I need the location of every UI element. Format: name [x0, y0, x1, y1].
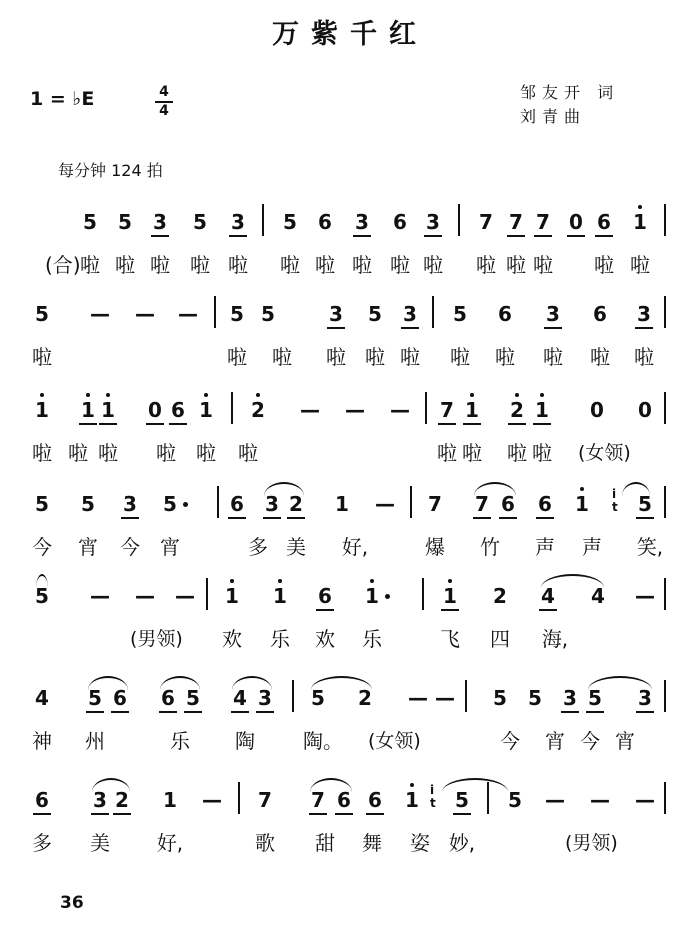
- key-signature: 1 = ♭E: [30, 88, 95, 110]
- note: 1: [535, 398, 549, 422]
- underline-beam: [539, 609, 557, 611]
- bar-line: [231, 392, 233, 424]
- lyric-syllable: 爆: [425, 535, 445, 559]
- underline-beam: [463, 423, 481, 425]
- sustain-dash: —: [375, 492, 395, 516]
- lyric-syllable: 啦: [423, 253, 443, 277]
- note: 6: [337, 788, 351, 812]
- lyric-syllable: 啦: [352, 253, 372, 277]
- underline-beam: [534, 235, 552, 237]
- sustain-dash: —: [202, 788, 222, 812]
- underline-beam: [113, 813, 131, 815]
- lyric-syllable: 四: [490, 627, 510, 651]
- note: 1: [35, 398, 49, 422]
- bar-line: [292, 680, 294, 712]
- part-marking: (女领): [578, 442, 631, 464]
- note: 6: [318, 210, 332, 234]
- note: 5: [118, 210, 132, 234]
- lyric-syllable: 今: [32, 535, 52, 559]
- note: 6: [393, 210, 407, 234]
- lyric-syllable: 啦: [543, 345, 563, 369]
- lyric-syllable: 啦: [68, 441, 88, 465]
- lyric-syllable: 啦: [227, 345, 247, 369]
- note: 3: [403, 302, 417, 326]
- song-title: 万紫千红: [272, 19, 428, 50]
- lyric-syllable: 啦: [450, 345, 470, 369]
- underline-beam: [441, 609, 459, 611]
- underline-beam: [561, 711, 579, 713]
- sustain-dash: —: [175, 584, 195, 608]
- bar-line: [238, 782, 240, 814]
- underline-beam: [86, 711, 104, 713]
- lyric-syllable: 啦: [390, 253, 410, 277]
- underline-beam: [366, 813, 384, 815]
- lyric-syllable: 海,: [541, 627, 569, 651]
- underline-beam: [508, 423, 526, 425]
- lyric-syllable: 今: [120, 535, 140, 559]
- note: 2: [510, 398, 524, 422]
- underline-beam: [263, 517, 281, 519]
- octave-dot: [515, 393, 519, 397]
- underline-beam: [567, 235, 585, 237]
- note: 1: [163, 788, 177, 812]
- note: 5: [261, 302, 275, 326]
- bar-line: [206, 578, 208, 610]
- lyric-syllable: 啦: [462, 441, 482, 465]
- underline-beam: [586, 711, 604, 713]
- note: 5: [230, 302, 244, 326]
- lyric-syllable: 多: [248, 535, 268, 559]
- lyric-syllable: 宵: [160, 535, 180, 559]
- octave-dot: [638, 205, 642, 209]
- lyric-syllable: 好,: [341, 535, 369, 559]
- note: 4: [591, 584, 605, 608]
- note: 5: [83, 210, 97, 234]
- note: 1: [199, 398, 213, 422]
- note: 6: [113, 686, 127, 710]
- lyric-syllable: 啦: [533, 253, 553, 277]
- lyric-syllable: 乐: [362, 627, 382, 651]
- underline-beam: [335, 813, 353, 815]
- bar-line: [214, 296, 216, 328]
- lyric-syllable: 啦: [365, 345, 385, 369]
- lyric-syllable: 州: [85, 729, 105, 753]
- octave-dot: [470, 393, 474, 397]
- note: 4: [233, 686, 247, 710]
- sustain-dash: —: [345, 398, 365, 422]
- slur: [88, 676, 128, 690]
- note: 5: [193, 210, 207, 234]
- lyric-syllable: 啦: [506, 253, 526, 277]
- underline-beam: [533, 423, 551, 425]
- underline-beam: [536, 517, 554, 519]
- bar-line: [410, 486, 412, 518]
- note: 3: [546, 302, 560, 326]
- note: 6: [368, 788, 382, 812]
- lyric-syllable: 啦: [238, 441, 258, 465]
- note: 2: [358, 686, 372, 710]
- lyric-syllable: 好,: [156, 831, 184, 855]
- note: 6: [593, 302, 607, 326]
- sustain-dash: —: [135, 302, 155, 326]
- underline-beam: [309, 813, 327, 815]
- lyric-syllable: 欢: [222, 627, 242, 651]
- note: 5: [88, 686, 102, 710]
- part-marking: (男领): [130, 628, 183, 650]
- note: 1: [225, 584, 239, 608]
- grace-note-mark: t: [612, 500, 618, 514]
- sustain-dash: —: [135, 584, 155, 608]
- note: 3: [258, 686, 272, 710]
- lyric-syllable: 啦: [634, 345, 654, 369]
- underline-beam: [151, 235, 169, 237]
- underline-beam: [507, 235, 525, 237]
- note: 7: [475, 492, 489, 516]
- underline-beam: [635, 327, 653, 329]
- note: 3: [638, 686, 652, 710]
- octave-dot: [370, 579, 374, 583]
- slur: [541, 574, 604, 588]
- underline-beam: [499, 517, 517, 519]
- note: 1: [575, 492, 589, 516]
- note: 5: [508, 788, 522, 812]
- lyric-syllable: 妙,: [448, 831, 476, 855]
- note: 3: [329, 302, 343, 326]
- note: 2: [115, 788, 129, 812]
- note: 7: [258, 788, 272, 812]
- slur: [442, 778, 508, 792]
- lyric-syllable: 啦: [228, 253, 248, 277]
- octave-dot: [410, 783, 414, 787]
- slur: [36, 574, 48, 588]
- lyric-syllable: 啦: [280, 253, 300, 277]
- underline-beam: [99, 423, 117, 425]
- note: 5: [493, 686, 507, 710]
- lyric-syllable: 啦: [115, 253, 135, 277]
- lyric-syllable: 今: [500, 729, 520, 753]
- note: 0: [638, 398, 652, 422]
- lyric-syllable: 宵: [78, 535, 98, 559]
- lyric-syllable: 乐: [270, 627, 290, 651]
- underline-beam: [636, 711, 654, 713]
- bar-line: [262, 204, 264, 236]
- bar-line: [664, 392, 666, 424]
- sustain-dash: —: [590, 788, 610, 812]
- slur: [588, 676, 652, 690]
- note: 6: [597, 210, 611, 234]
- underline-beam: [146, 423, 164, 425]
- note: 0: [590, 398, 604, 422]
- sustain-dash: —: [178, 302, 198, 326]
- note: 6: [318, 584, 332, 608]
- note: 5: [35, 584, 49, 608]
- lyric-syllable: 啦: [98, 441, 118, 465]
- bar-line: [425, 392, 427, 424]
- note: 6: [498, 302, 512, 326]
- bar-line: [664, 204, 666, 236]
- sustain-dash: —: [545, 788, 565, 812]
- lyric-syllable: 神: [32, 729, 52, 753]
- lyricist-credit: 邹友开 词: [520, 83, 620, 102]
- lyric-syllable: 飞: [440, 627, 460, 651]
- part-marking: (男领): [565, 832, 618, 854]
- underline-beam: [473, 517, 491, 519]
- note: 5: [455, 788, 469, 812]
- note: 6: [501, 492, 515, 516]
- note: 1: [365, 584, 379, 608]
- note: 5: [588, 686, 602, 710]
- meter-top: 4: [159, 84, 169, 100]
- note: 3: [426, 210, 440, 234]
- note: 5: [453, 302, 467, 326]
- note: 5: [35, 302, 49, 326]
- sustain-dash: —: [90, 302, 110, 326]
- note: 6: [171, 398, 185, 422]
- underline-beam: [327, 327, 345, 329]
- note: 5: [638, 492, 652, 516]
- note: 0: [569, 210, 583, 234]
- note: 1: [465, 398, 479, 422]
- note: 2: [251, 398, 265, 422]
- underline-beam: [79, 423, 97, 425]
- sustain-dash: —: [300, 398, 320, 422]
- grace-note: i: [612, 487, 617, 501]
- underline-beam: [229, 235, 247, 237]
- slur: [232, 676, 272, 690]
- bar-line: [664, 680, 666, 712]
- octave-dot: [580, 487, 584, 491]
- note: 5: [368, 302, 382, 326]
- composer-credit: 刘青曲: [520, 107, 587, 126]
- note: 4: [35, 686, 49, 710]
- lyric-syllable: 啦: [150, 253, 170, 277]
- underline-beam: [256, 711, 274, 713]
- note: 3: [637, 302, 651, 326]
- bar-line: [422, 578, 424, 610]
- lyric-syllable: 美: [90, 831, 110, 855]
- note: 6: [538, 492, 552, 516]
- note: 3: [93, 788, 107, 812]
- note: 7: [311, 788, 325, 812]
- note: 6: [230, 492, 244, 516]
- lyric-syllable: 啦: [156, 441, 176, 465]
- augmentation-dot: [385, 594, 390, 599]
- note: 5: [163, 492, 177, 516]
- underline-beam: [184, 711, 202, 713]
- lyric-syllable: 姿: [410, 831, 430, 855]
- bar-line: [664, 486, 666, 518]
- lyric-syllable: 歌: [255, 831, 275, 855]
- note: 5: [35, 492, 49, 516]
- octave-dot: [106, 393, 110, 397]
- lyric-syllable: 宵: [545, 729, 565, 753]
- lyric-syllable: 啦: [495, 345, 515, 369]
- underline-beam: [159, 711, 177, 713]
- note: 2: [289, 492, 303, 516]
- lyric-syllable: 啦: [32, 345, 52, 369]
- note: 3: [153, 210, 167, 234]
- lyric-syllable: 啦: [80, 253, 100, 277]
- slur: [310, 778, 352, 792]
- bar-line: [432, 296, 434, 328]
- lyric-syllable: 陶。: [303, 729, 343, 753]
- octave-dot: [540, 393, 544, 397]
- underline-beam: [228, 517, 246, 519]
- note: 5: [311, 686, 325, 710]
- note: 4: [541, 584, 555, 608]
- note: 1: [101, 398, 115, 422]
- note: 7: [536, 210, 550, 234]
- lyric-syllable: 啦: [532, 441, 552, 465]
- octave-dot: [86, 393, 90, 397]
- bar-line: [465, 680, 467, 712]
- lyric-syllable: 声: [582, 535, 602, 559]
- slur: [264, 482, 304, 496]
- underline-beam: [453, 813, 471, 815]
- lyric-syllable: 啦: [315, 253, 335, 277]
- underline-beam: [91, 813, 109, 815]
- slur: [311, 676, 372, 690]
- slur: [160, 676, 200, 690]
- underline-beam: [424, 235, 442, 237]
- note: 5: [186, 686, 200, 710]
- lyric-syllable: 啦: [437, 441, 457, 465]
- note: 7: [479, 210, 493, 234]
- lyric-syllable: 啦: [400, 345, 420, 369]
- octave-dot: [448, 579, 452, 583]
- note: 5: [81, 492, 95, 516]
- note: 1: [273, 584, 287, 608]
- note: 3: [563, 686, 577, 710]
- note: 6: [35, 788, 49, 812]
- meter-bottom: 4: [159, 103, 169, 119]
- bar-line: [664, 782, 666, 814]
- lyric-syllable: 甜: [315, 831, 335, 855]
- sustain-dash: —: [408, 686, 428, 710]
- note: 5: [528, 686, 542, 710]
- lyric-syllable: 宵: [615, 729, 635, 753]
- note: 3: [265, 492, 279, 516]
- underline-beam: [169, 423, 187, 425]
- lyric-syllable: 乐: [170, 729, 190, 753]
- underline-beam: [316, 609, 334, 611]
- lyric-syllable: 啦: [190, 253, 210, 277]
- augmentation-dot: [183, 502, 188, 507]
- note: 7: [428, 492, 442, 516]
- lyric-syllable: 陶: [235, 729, 255, 753]
- lyric-syllable: 竹: [480, 535, 500, 559]
- slur: [622, 482, 650, 496]
- sustain-dash: —: [90, 584, 110, 608]
- note: 1: [405, 788, 419, 812]
- octave-dot: [230, 579, 234, 583]
- underline-beam: [121, 517, 139, 519]
- underline-beam: [636, 517, 654, 519]
- lyric-syllable: 啦: [196, 441, 216, 465]
- note: 0: [148, 398, 162, 422]
- underline-beam: [401, 327, 419, 329]
- page-number: 36: [60, 893, 84, 913]
- part-marking: (女领): [368, 730, 421, 752]
- bar-line: [458, 204, 460, 236]
- lyric-syllable: 啦: [272, 345, 292, 369]
- sustain-dash: —: [635, 584, 655, 608]
- octave-dot: [204, 393, 208, 397]
- slur: [92, 778, 130, 792]
- octave-dot: [40, 393, 44, 397]
- underline-beam: [353, 235, 371, 237]
- note: 5: [283, 210, 297, 234]
- note: 2: [493, 584, 507, 608]
- lyric-syllable: 美: [286, 535, 306, 559]
- slur: [474, 482, 516, 496]
- lyric-syllable: 啦: [507, 441, 527, 465]
- lyric-syllable: 啦: [32, 441, 52, 465]
- octave-dot: [256, 393, 260, 397]
- note: 7: [440, 398, 454, 422]
- bar-line: [217, 486, 219, 518]
- lyric-syllable: 啦: [326, 345, 346, 369]
- underline-beam: [33, 813, 51, 815]
- lyric-syllable: 声: [535, 535, 555, 559]
- lyric-syllable: 啦: [630, 253, 650, 277]
- grace-note-mark: t: [430, 796, 436, 810]
- note: 3: [123, 492, 137, 516]
- note: 1: [335, 492, 349, 516]
- lyric-syllable: 多: [32, 831, 52, 855]
- octave-dot: [278, 579, 282, 583]
- note: 6: [161, 686, 175, 710]
- note: 1: [633, 210, 647, 234]
- lyric-syllable: 笑,: [636, 535, 664, 559]
- note: 3: [355, 210, 369, 234]
- lyric-syllable: (合): [45, 253, 81, 277]
- note: 1: [443, 584, 457, 608]
- underline-beam: [595, 235, 613, 237]
- underline-beam: [544, 327, 562, 329]
- lyric-syllable: 舞: [362, 831, 382, 855]
- lyric-syllable: 今: [580, 729, 600, 753]
- lyric-syllable: 啦: [476, 253, 496, 277]
- underline-beam: [438, 423, 456, 425]
- sustain-dash: —: [390, 398, 410, 422]
- underline-beam: [287, 517, 305, 519]
- grace-note: i: [430, 783, 435, 797]
- note: 7: [509, 210, 523, 234]
- lyric-syllable: 啦: [590, 345, 610, 369]
- lyric-syllable: 啦: [594, 253, 614, 277]
- note: 3: [231, 210, 245, 234]
- time-signature: [155, 85, 173, 119]
- note: 1: [81, 398, 95, 422]
- lyric-syllable: 欢: [315, 627, 335, 651]
- sustain-dash: —: [435, 686, 455, 710]
- bar-line: [664, 578, 666, 610]
- tempo-marking: 每分钟 124 拍: [58, 161, 163, 180]
- underline-beam: [231, 711, 249, 713]
- underline-beam: [111, 711, 129, 713]
- sustain-dash: —: [635, 788, 655, 812]
- bar-line: [664, 296, 666, 328]
